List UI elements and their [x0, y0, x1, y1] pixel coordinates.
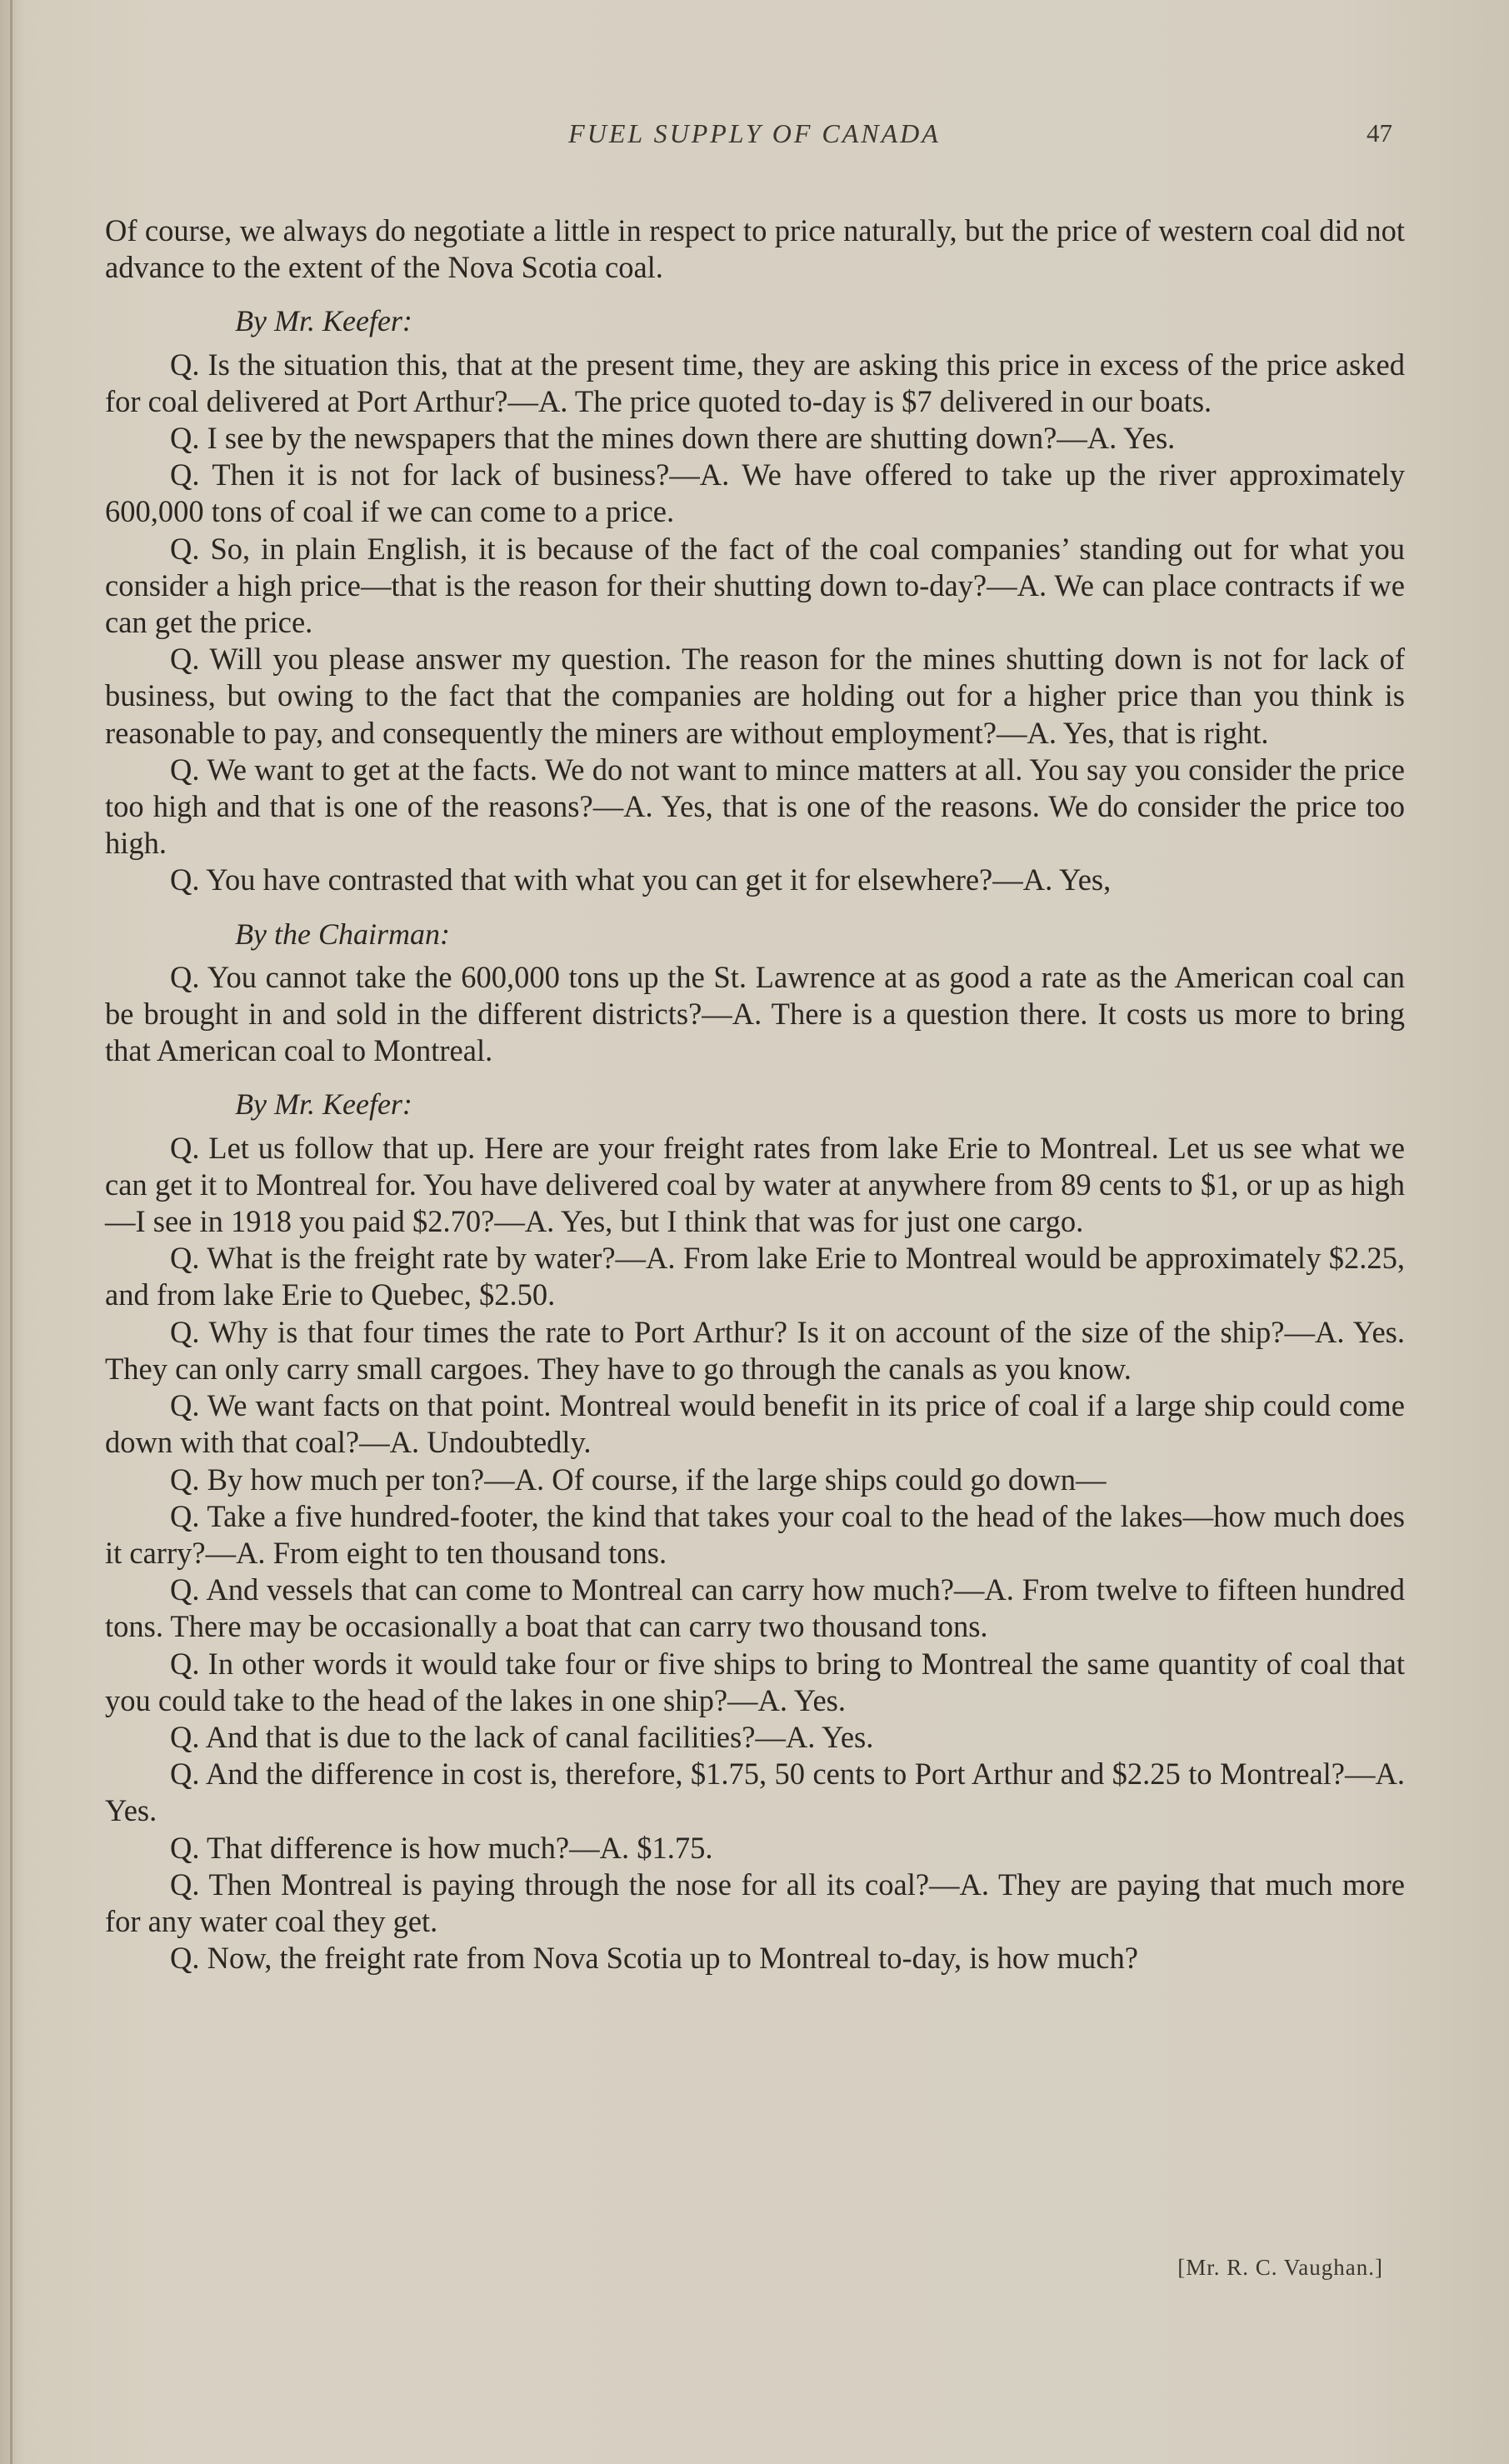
paragraph: Q. And the difference in cost is, therefore, $1.75, 50 cents to Port Arthur and $2.25 to Montreal?—A. Yes. — [105, 1757, 1405, 1828]
page-header — [0, 118, 1509, 160]
witness-signature: [Mr. R. C. Vaughan.] — [1177, 2255, 1383, 2280]
paragraph: Q. Now, the freight rate from Nova Scotia up to Montreal to-day, is how much? — [170, 1941, 1138, 1976]
paragraph: Q. And that is due to the lack of canal facilities?—A. Yes. — [170, 1719, 874, 1754]
binding-edge — [10, 0, 12, 2464]
body-text — [105, 212, 1405, 1977]
paragraph: Q. Is the situation this, that at the present time, they are asking this price in excess of the price asked for coal delivered at Port Arthur?—A. The price quoted to-day is $7 delivered in our boats. — [105, 347, 1405, 418]
paragraph: Q. That difference is how much?—A. $1.75. — [170, 1830, 713, 1865]
paragraph: Q. What is the freight rate by water?—A. From lake Erie to Montreal would be approximately $2.25, and from lake Erie to Quebec, $2.50. — [105, 1241, 1405, 1312]
paragraph: Q. Will you please answer my question. The reason for the mines shutting down is not for lack of business, but owing to the fact that the companies are holding out for a higher price than you think is reasonable to pay, and consequently the miners are without employment?—A. Yes, that is right. — [105, 642, 1405, 750]
paragraph: Q. You have contrasted that with what you can get it for elsewhere?—A. Yes, — [170, 862, 1112, 897]
paragraph: Q. Then Montreal is paying through the nose for all its coal?—A. They are paying that much more for any water coal they get. — [105, 1867, 1405, 1938]
paragraph: Q. We want to get at the facts. We do not want to mince matters at all. You say you consider the price too high and that is one of the reasons?—A. Yes, that is one of the reasons. We do consider the price too high. — [105, 752, 1405, 861]
paragraph: Q. So, in plain English, it is because of the fact of the coal companies’ standing out for what you consider a high price—that is the reason for their shutting down to-day?—A. We can place contracts if we can get the price. — [105, 531, 1405, 640]
paragraph: Q. Let us follow that up. Here are your freight rates from lake Erie to Montreal. Let us see what we can get it to Montreal for. You have delivered coal by water at anywhere from 89 cents to $1, or up as high—I see in 1918 you paid $2.70?—A. Yes, but I think that was for just one cargo. — [105, 1130, 1405, 1239]
page-number: 47 — [1367, 118, 1392, 147]
paragraph: Q. Then it is not for lack of business?—A. We have offered to take up the river approximately 600,000 tons of coal if we can come to a price. — [105, 457, 1405, 529]
speaker-heading: By Mr. Keefer: — [235, 1087, 412, 1122]
speaker-heading: By Mr. Keefer: — [235, 304, 412, 338]
paragraph: Q. You cannot take the 600,000 tons up the St. Lawrence at as good a rate as the American coal can be brought in and sold in the different districts?—A. There is a question there. It costs us more to bring that American coal to Montreal. — [105, 959, 1405, 1068]
paragraph: Q. Take a five hundred-footer, the kind that takes your coal to the head of the lakes—how much does it carry?—A. From eight to ten thousand tons. — [105, 1498, 1405, 1570]
paragraph: Q. And vessels that can come to Montreal can carry how much?—A. From twelve to fifteen hundred tons. There may be occasionally a boat that can carry two thousand tons. — [105, 1572, 1405, 1644]
speaker-heading: By the Chairman: — [235, 917, 450, 951]
running-title: FUEL SUPPLY OF CANADA — [568, 118, 941, 148]
paragraph: Q. We want facts on that point. Montreal would benefit in its price of coal if a large ship could come down with that coal?—A. Undoubtedly. — [105, 1388, 1405, 1460]
paragraph: Q. Why is that four times the rate to Port Arthur? Is it on account of the size of the ship?—A. Yes. They can only carry small cargoes. They have to go through the canals as you know. — [105, 1314, 1405, 1386]
paragraph: Q. I see by the newspapers that the mines down there are shutting down?—A. Yes. — [170, 421, 1176, 456]
paragraph: Q. In other words it would take four or five ships to bring to Montreal the same quantity of coal that you could take to the head of the lakes in one ship?—A. Yes. — [105, 1646, 1405, 1717]
paragraph: Of course, we always do negotiate a little in respect to price naturally, but the price of western coal did not advance to the extent of the Nova Scotia coal. — [105, 213, 1405, 285]
paragraph: Q. By how much per ton?—A. Of course, if the large ships could go down— — [170, 1462, 1107, 1497]
